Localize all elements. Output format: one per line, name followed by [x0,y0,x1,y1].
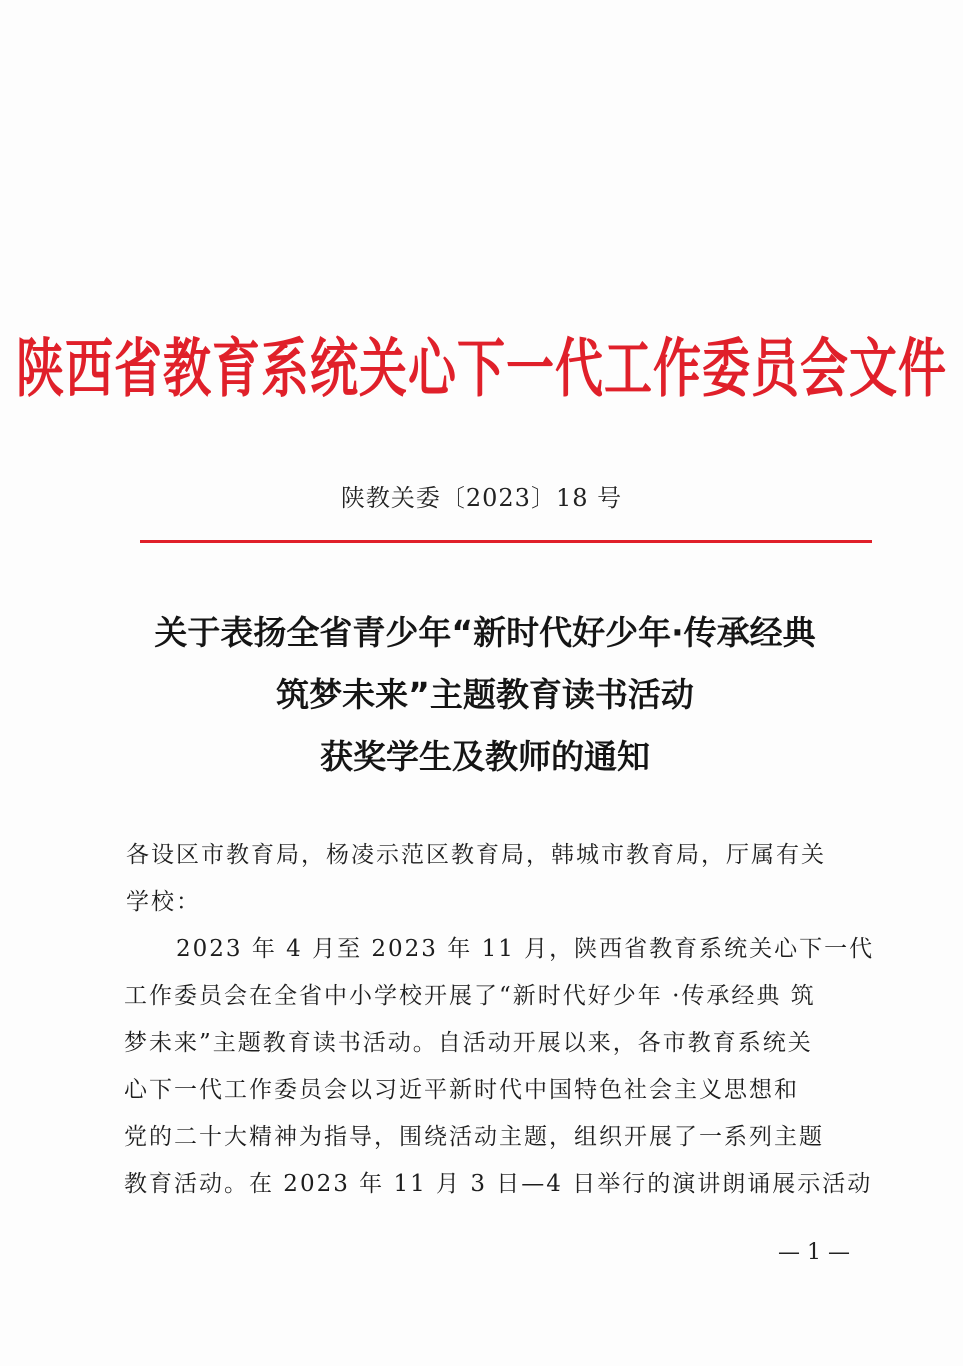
notice-title-line-3: 获奖学生及教师的通知 [320,737,650,776]
red-divider-line [140,540,872,543]
body-line-3: 梦未来”主题教育读书活动。自活动开展以来，各市教育系统关 [124,1030,813,1056]
body-paragraph [124,926,875,1208]
body-line-5: 党的二十大精神为指导，围绕活动主题，组织开展了一系列主题 [124,1124,824,1150]
salutation-line-2: 学校： [126,889,201,915]
page-number: — 1 — [778,1240,850,1265]
notice-title-line-2: 筑梦未来”主题教育读书活动 [276,675,694,714]
notice-title [110,602,860,788]
body-line-1: 2023 年 4 月至 2023 年 11 月，陕西省教育系统关心下一代 [176,936,875,962]
body-line-2: 工作委员会在全省中小学校开展了“新时代好少年 ·传承经典 筑 [124,983,816,1009]
document-masthead: 陕西省教育系统关心下一代工作委员会文件 [15,332,947,407]
body-line-6: 教育活动。在 2023 年 11 月 3 日—4 日举行的演讲朗诵展示活动 [124,1171,873,1197]
notice-title-line-1: 关于表扬全省青少年“新时代好少年·传承经典 [154,613,816,652]
salutation-line-1: 各设区市教育局，杨凌示范区教育局，韩城市教育局，厅属有关 [126,842,826,868]
document-number: 陕教关委〔2023〕18 号 [340,484,623,512]
body-line-4: 心下一代工作委员会以习近平新时代中国特色社会主义思想和 [124,1077,799,1103]
salutation [126,832,856,926]
